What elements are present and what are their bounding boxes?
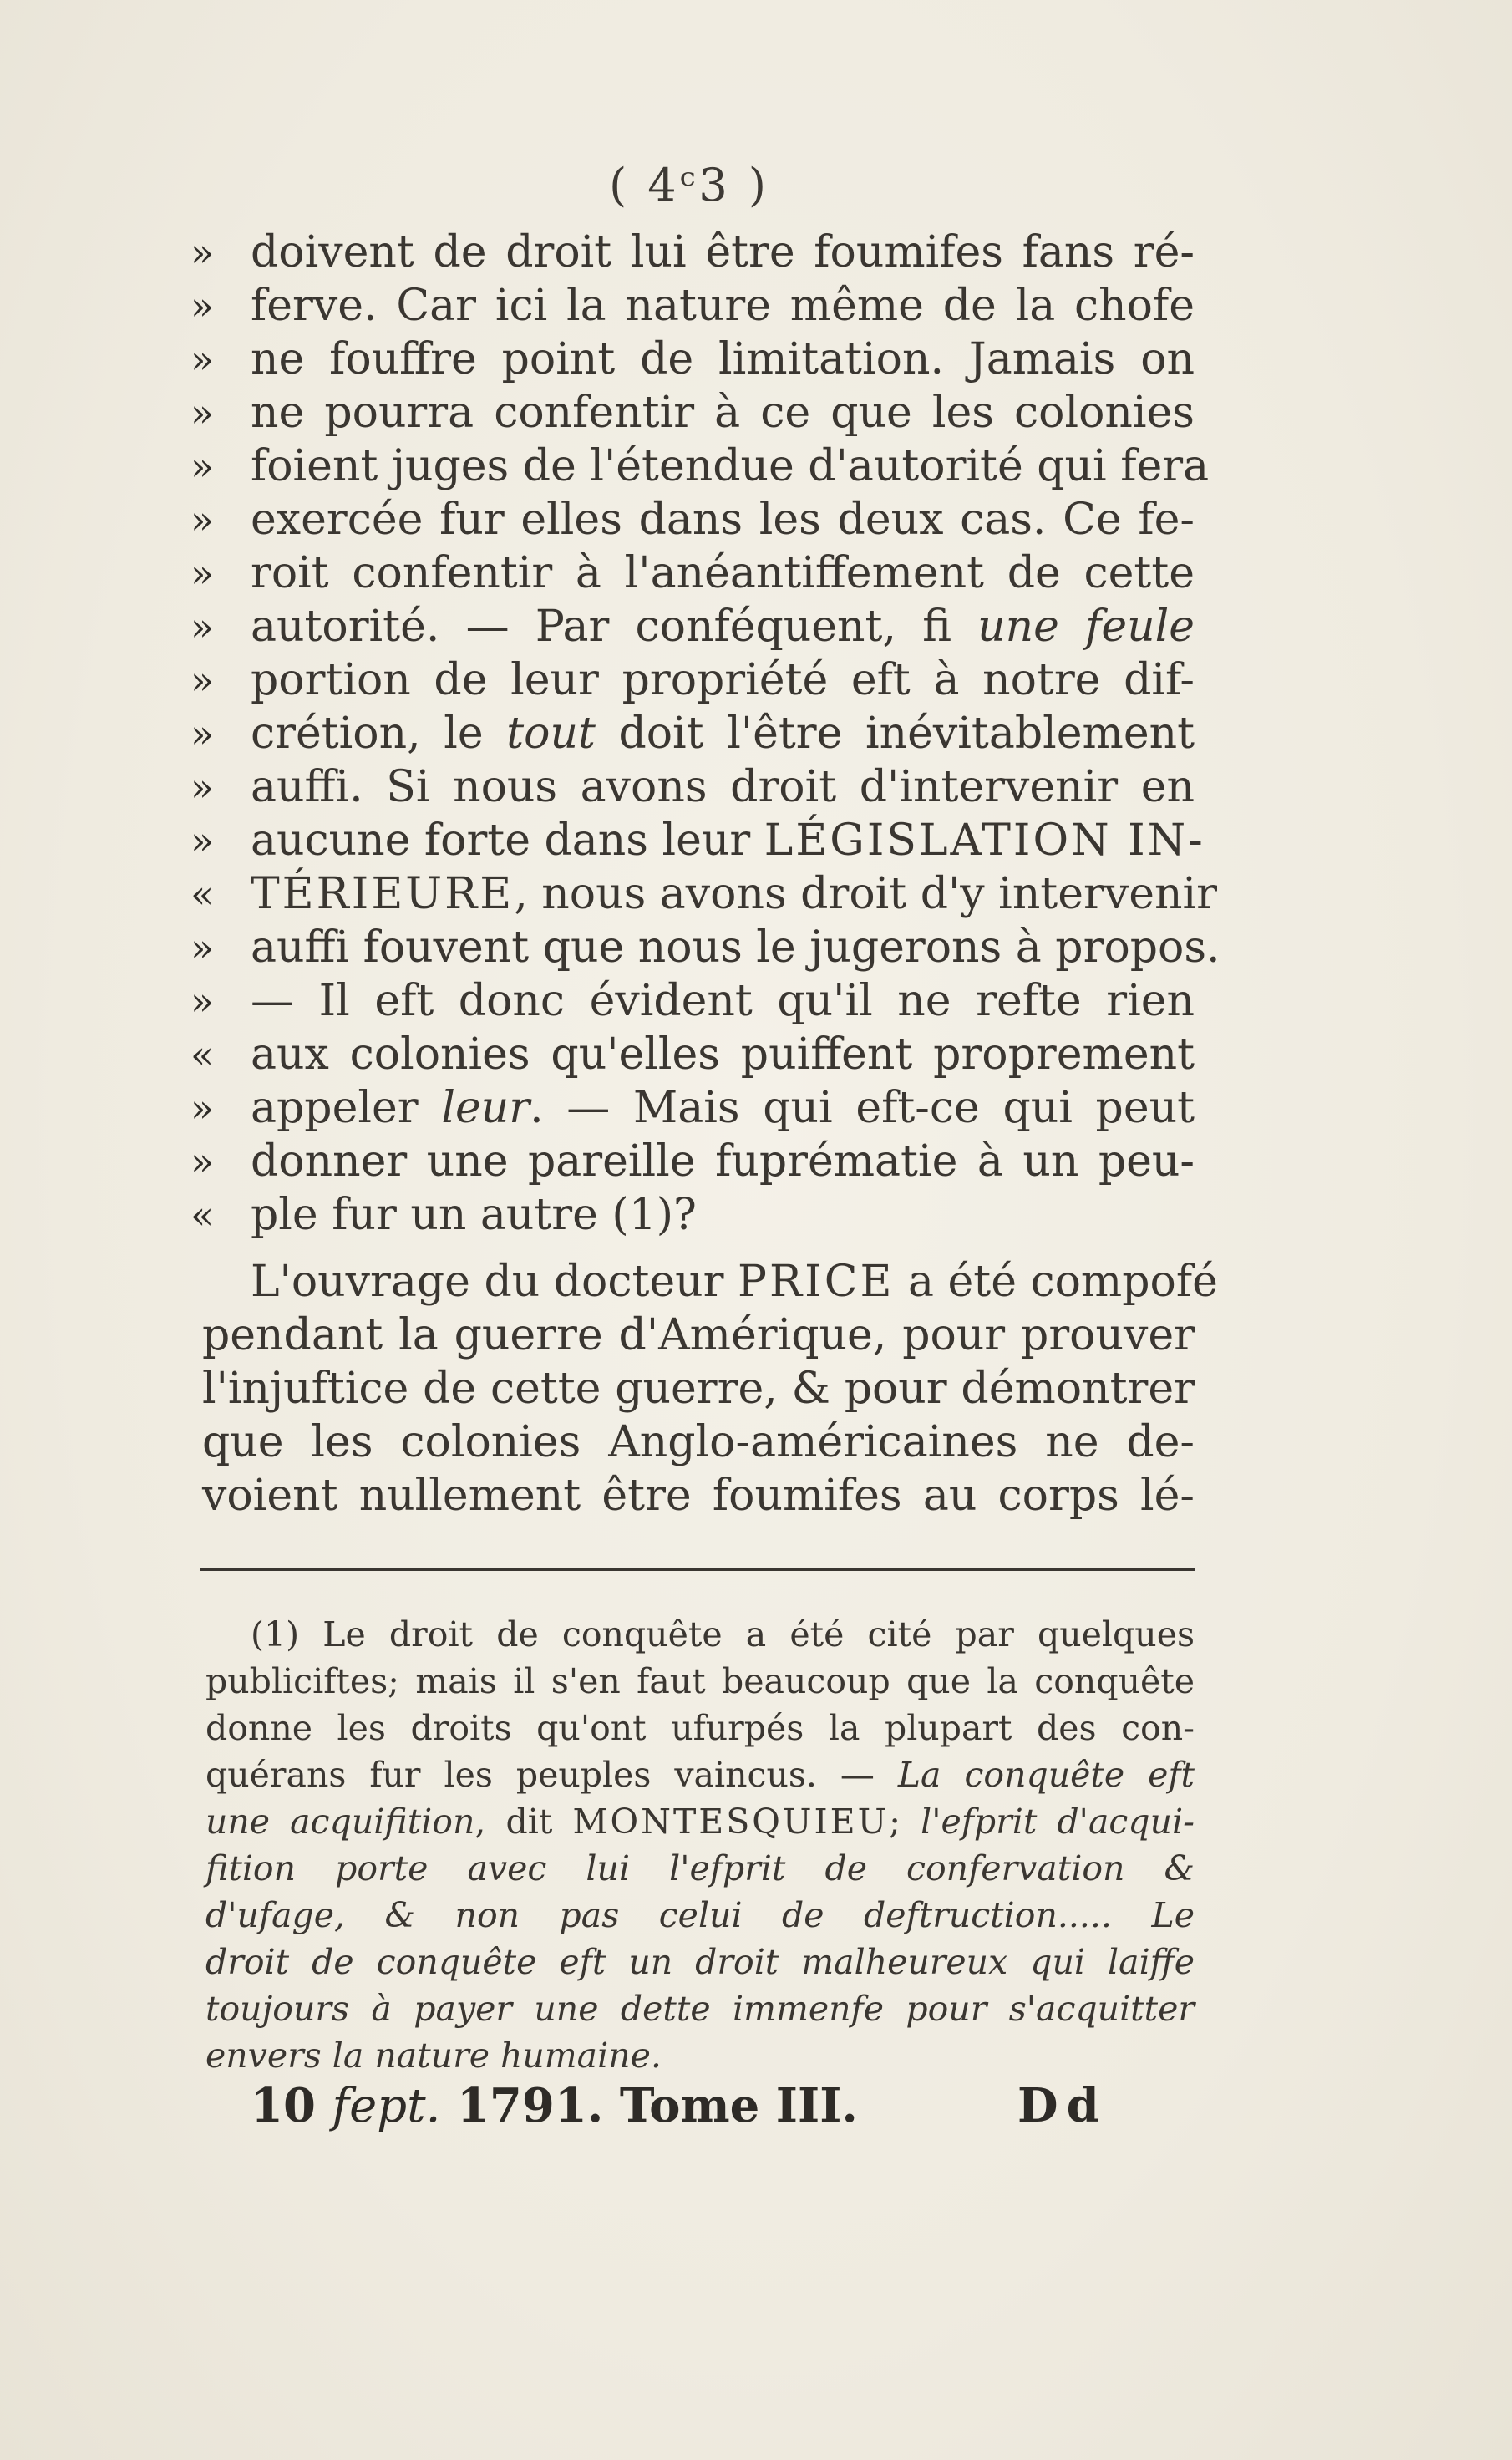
quoted-line bbox=[0, 814, 1512, 867]
quoted-line bbox=[0, 760, 1512, 814]
line-text: donner une pareille fuprématie à un peu- bbox=[251, 1136, 1195, 1187]
line-text: foient juges de l'étendue d'autorité qui fera bbox=[251, 441, 1210, 491]
paragraph-line: pendant la guerre d'Amérique, pour prouver bbox=[202, 1310, 1195, 1360]
quote-mark: » bbox=[190, 818, 215, 863]
line-text: exercée fur elles dans les deux cas. Ce fe- bbox=[251, 495, 1195, 545]
quote-mark: « bbox=[190, 1032, 215, 1077]
quote-mark: » bbox=[190, 497, 215, 542]
footnote-line: d'ufage, & non pas celui de deftruction..... Le bbox=[205, 1895, 1195, 1935]
footnote-line: une acquifition, dit MONTESQUIEU; l'efprit d'acqui- bbox=[205, 1802, 1195, 1842]
cited-author: MONTESQUIEU bbox=[572, 1802, 890, 1842]
quote-mark: » bbox=[190, 230, 215, 275]
paragraph-line: que les colonies Anglo-américaines ne de- bbox=[202, 1417, 1195, 1467]
quoted-line bbox=[0, 386, 1512, 440]
footnote-line: droit de conquête eft un droit malheureux qui laiffe bbox=[205, 1942, 1195, 1982]
quoted-line bbox=[0, 333, 1512, 386]
quote-mark: » bbox=[190, 1085, 215, 1131]
line-text: roit confentir à l'anéantiffement de cette bbox=[251, 548, 1195, 598]
line-text: — Il eft donc évident qu'il ne refte rien bbox=[251, 976, 1195, 1026]
quoted-line bbox=[0, 653, 1512, 707]
quote-mark: » bbox=[190, 604, 215, 649]
quoted-line bbox=[0, 1188, 1512, 1242]
quote-mark: » bbox=[190, 390, 215, 435]
quote-mark: » bbox=[190, 283, 215, 328]
quote-mark: » bbox=[190, 658, 215, 703]
footnote-line: quérans fur les peuples vaincus. — La conquête eft bbox=[205, 1755, 1195, 1795]
page-number: ( 4ᶜ3 ) bbox=[609, 159, 769, 211]
quote-mark: » bbox=[190, 925, 215, 970]
line-text: aux colonies qu'elles puiffent proprement bbox=[251, 1029, 1195, 1080]
footnote-line: toujours à payer une dette immenfe pour s'acquitter bbox=[205, 1989, 1195, 2029]
line-text: portion de leur propriété eft à notre dif- bbox=[251, 655, 1195, 705]
quoted-line bbox=[0, 226, 1512, 279]
author-name: PRICE bbox=[738, 1257, 895, 1307]
quoted-line bbox=[0, 707, 1512, 760]
paragraph-text: L'ouvrage du docteur bbox=[251, 1257, 738, 1307]
quoted-line bbox=[0, 1028, 1512, 1081]
footnote-line: fition porte avec lui l'efprit de confervation & bbox=[205, 1848, 1195, 1888]
quoted-line bbox=[0, 921, 1512, 974]
footnote-line: donne les droits qu'ont ufurpés la plupart des con- bbox=[205, 1708, 1195, 1748]
paragraph-text: a été compofé bbox=[894, 1257, 1218, 1307]
line-text: doivent de droit lui être foumifes fans ré- bbox=[251, 227, 1195, 277]
paragraph-line bbox=[0, 1255, 1512, 1309]
line-text: auffi. Si nous avons droit d'intervenir en bbox=[251, 762, 1195, 812]
quoted-line bbox=[0, 279, 1512, 333]
quote-mark: « bbox=[190, 1192, 215, 1238]
line-text: ferve. Car ici la nature même de la chofe bbox=[251, 281, 1195, 331]
line-text: auffi fouvent que nous le jugerons à propos. bbox=[251, 922, 1220, 973]
quote-mark: » bbox=[190, 978, 215, 1024]
footnote-line: envers la nature humaine. bbox=[205, 2036, 662, 2076]
quote-mark: » bbox=[190, 1139, 215, 1184]
line-text: autorité. — Par conféquent, fi une feule bbox=[251, 602, 1195, 652]
footnote-line: (1) Le droit de conquête a été cité par quelques bbox=[251, 1614, 1195, 1654]
quoted-line bbox=[0, 546, 1512, 600]
quoted-line bbox=[0, 974, 1512, 1028]
line-text: ne pourra confentir à ce que les colonies bbox=[251, 388, 1195, 438]
line-text: crétion, le tout doit l'être inévitablement bbox=[251, 709, 1195, 759]
quote-mark: « bbox=[190, 872, 215, 917]
paragraph-line: voient nullement être foumifes au corps lé- bbox=[202, 1471, 1195, 1521]
quoted-line bbox=[0, 440, 1512, 493]
footnote-divider bbox=[200, 1568, 1195, 1571]
quoted-line bbox=[0, 600, 1512, 653]
footnote-line: publiciftes; mais il s'en faut beaucoup que la conquête bbox=[205, 1661, 1195, 1701]
line-text: ne fouffre point de limitation. Jamais on bbox=[251, 334, 1195, 384]
line-text: appeler leur. — Mais qui eft-ce qui peut bbox=[251, 1083, 1195, 1133]
line-text: aucune forte dans leur LÉGISLATION IN- bbox=[251, 816, 1205, 866]
paragraph-line: l'injuftice de cette guerre, & pour démontrer bbox=[202, 1364, 1195, 1414]
quote-mark: » bbox=[190, 765, 215, 810]
quoted-line bbox=[0, 493, 1512, 546]
quote-mark: » bbox=[190, 337, 215, 382]
quoted-line bbox=[0, 867, 1512, 921]
line-text: TÉRIEURE, nous avons droit d'y intervenir bbox=[251, 869, 1217, 919]
quoted-line bbox=[0, 1081, 1512, 1135]
line-text: ple fur un autre (1)? bbox=[251, 1190, 697, 1240]
quote-mark: » bbox=[190, 551, 215, 596]
quote-mark: » bbox=[190, 444, 215, 489]
quote-mark: » bbox=[190, 711, 215, 756]
signature-mark: Dd bbox=[1017, 2078, 1108, 2133]
quoted-line bbox=[0, 1135, 1512, 1188]
signature-date: 10 fept. 1791. Tome III. bbox=[251, 2078, 858, 2133]
